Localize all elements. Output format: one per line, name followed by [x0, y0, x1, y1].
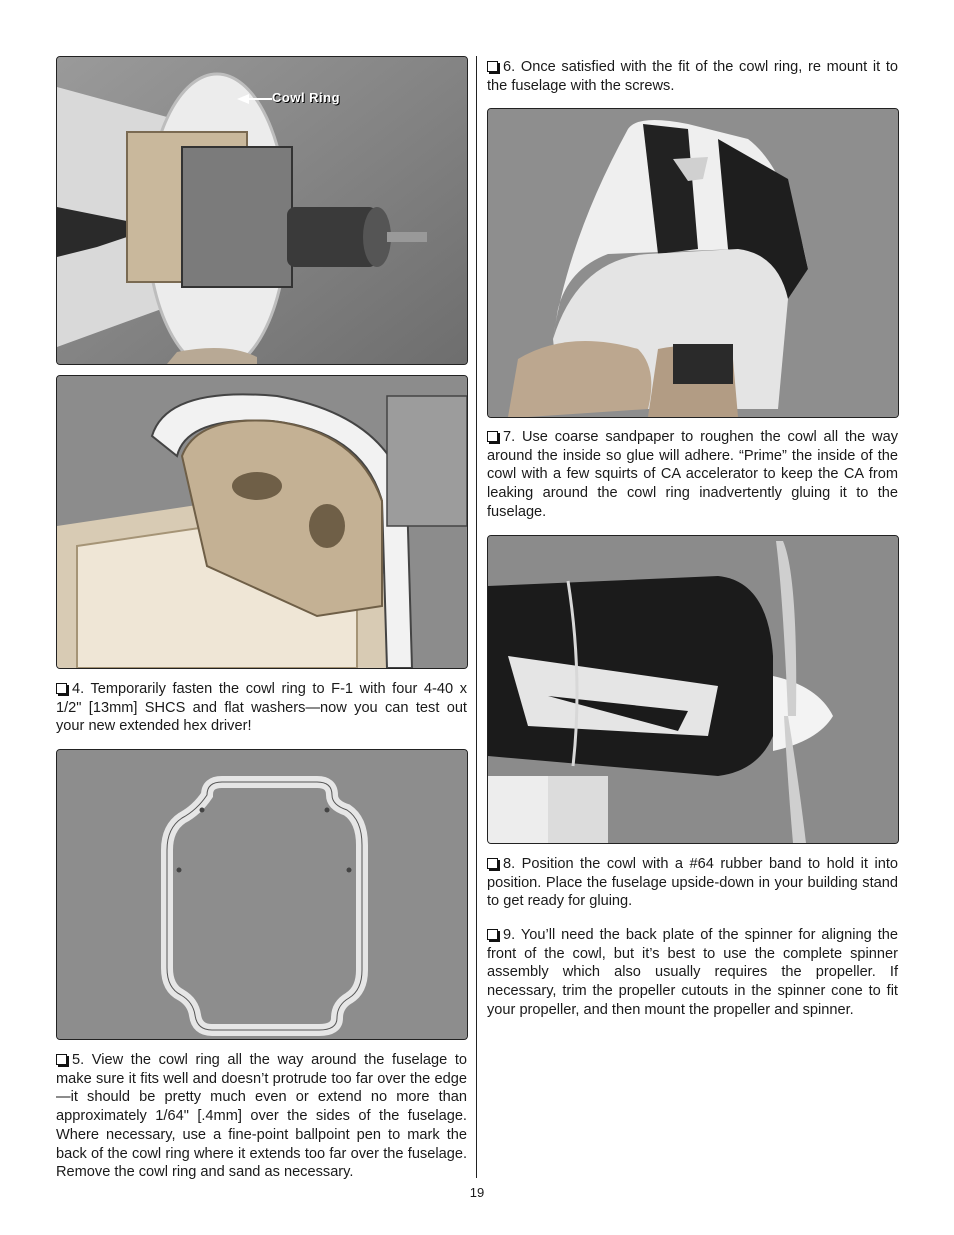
photo-motor-mount-cowl-ring	[56, 56, 468, 365]
step-4-text	[56, 680, 467, 736]
cowl-sanding-illustration	[488, 109, 898, 417]
step-8-text	[487, 855, 898, 911]
step-6-checkbox[interactable]	[487, 61, 498, 72]
step-7-body: 7. Use coarse sandpaper to roughen the cowl all the way around the inside so glue will adhere. “Prime” the inside of the cowl with a few squirts of CA accelerator to keep the CA from leaking around the cowl ring inadvertently gluing it to the fuselage.	[487, 429, 898, 520]
cowl-positioned-illustration	[488, 536, 898, 843]
photo-cowl-ring-part	[56, 749, 468, 1040]
step-9-text	[487, 926, 898, 1020]
step-8-body: 8. Position the cowl with a #64 rubber band to hold it into position. Place the fuselage upside-down in your building stand to get ready for gluing.	[487, 856, 898, 910]
column-divider	[476, 56, 477, 1178]
step-9-body: 9. You’ll need the back plate of the spinner for aligning the front of the cowl, but it’s best to use the complete spinner assembly which also usually requires the propeller. If necessary, trim the propeller cutouts in the spinner cone to fit your propeller, and then mount the propeller and spinner.	[487, 927, 898, 1018]
cowl-ring-part-illustration	[57, 750, 467, 1039]
step-5-checkbox[interactable]	[56, 1054, 67, 1065]
step-5-text	[56, 1051, 467, 1182]
step-4-body: 4. Temporarily fasten the cowl ring to F-1 with four 4-40 x 1/2" [13mm] SHCS and flat washers—now you can test out your new extended hex driver!	[56, 681, 467, 735]
step-6-text	[487, 58, 898, 95]
step-7-text	[487, 428, 898, 522]
page-number: 19	[469, 1185, 485, 1200]
step-8-checkbox[interactable]	[487, 858, 498, 869]
step-5-body: 5. View the cowl ring all the way around the fuselage to make sure it fits well and doesn’t protrude too far over the edge—it should be pretty much even or extend no more than approximately 1/64" [.4mm] over the sides of the fuselage. Where necessary, use a fine-point ballpoint pen to mark the back of the cowl ring where it extends too far over the fuselage. Remove the cowl ring and sand as necessary.	[56, 1052, 467, 1181]
photo-cowl-sanding	[487, 108, 899, 418]
motor-mount-illustration	[57, 57, 467, 364]
step-6-body: 6. Once satisfied with the fit of the cowl ring, re mount it to the fuselage with the screws.	[487, 59, 898, 94]
cowl-ring-callout-label: Cowl Ring	[272, 90, 341, 105]
photo-cowl-positioned	[487, 535, 899, 844]
photo-cowl-ring-installed	[56, 375, 468, 669]
step-4-checkbox[interactable]	[56, 683, 67, 694]
step-9-checkbox[interactable]	[487, 929, 498, 940]
step-7-checkbox[interactable]	[487, 431, 498, 442]
cowl-ring-installed-illustration	[57, 376, 467, 668]
